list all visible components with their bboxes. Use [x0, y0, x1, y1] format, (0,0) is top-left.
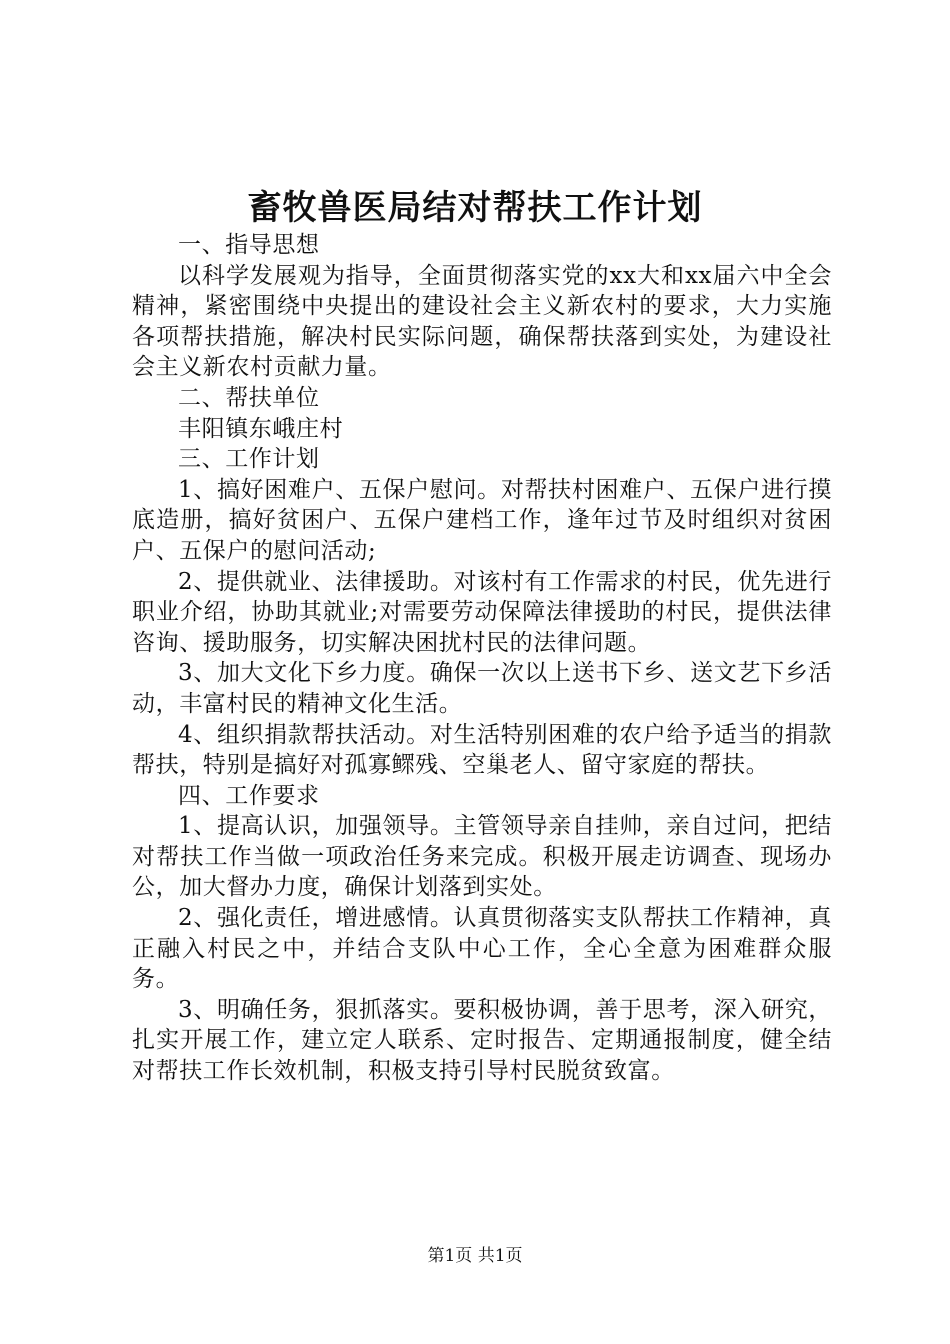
document-body: [132, 230, 832, 1087]
document-title: 畜牧兽医局结对帮扶工作计划: [247, 188, 703, 228]
section-heading-assisted-unit: 二、帮扶单位: [178, 384, 320, 411]
section-heading-work-requirements: 四、工作要求: [178, 782, 320, 809]
plan-item-2: 2、提供就业、法律援助。对该村有工作需求的村民，优先进行职业介绍，协助其就业;对需要劳动保障法律援助的村民，提供法律咨询、援助服务，切实解决困扰村民的法律问题。: [132, 568, 832, 656]
requirement-item-3: 3、明确任务，狠抓落实。要积极协调，善于思考，深入研究，扎实开展工作，建立定人联系、定时报告、定期通报制度，健全结对帮扶工作长效机制，积极支持引导村民脱贫致富。: [132, 996, 832, 1085]
plan-item-4: 4、组织捐款帮扶活动。对生活特别困难的农户给予适当的捐款帮扶，特别是搞好对孤寡鳏残、空巢老人、留守家庭的帮扶。: [132, 721, 832, 779]
plan-item-1: 1、搞好困难户、五保户慰问。对帮扶村困难户、五保户进行摸底造册，搞好贫困户、五保户建档工作，逢年过节及时组织对贫困户、五保户的慰问活动;: [132, 476, 832, 564]
section-heading-work-plan: 三、工作计划: [178, 446, 320, 473]
requirement-item-2: 2、强化责任，增进感情。认真贯彻落实支队帮扶工作精神，真正融入村民之中，并结合支队中心工作，全心全意为困难群众服务。: [132, 905, 832, 993]
page-footer: 第1页 共1页: [427, 1246, 523, 1266]
paragraph-guiding-ideology: 以科学发展观为指导，全面贯彻落实党的xx大和xx届六中全会精神，紧密围绕中央提出的建设社会主义新农村的要求，大力实施各项帮扶措施，解决村民实际问题，确保帮扶落到实处，为建设社会主义新农村贡献力量。: [132, 262, 832, 381]
requirement-item-1: 1、提高认识，加强领导。主管领导亲自挂帅，亲自过问，把结对帮扶工作当做一项政治任务来完成。积极开展走访调查、现场办公，加大督办力度，确保计划落到实处。: [132, 813, 832, 901]
section-heading-guiding-ideology: 一、指导思想: [178, 232, 320, 258]
plan-item-3: 3、加大文化下乡力度。确保一次以上送书下乡、送文艺下乡活动，丰富村民的精神文化生活。: [132, 660, 832, 717]
paragraph-assisted-unit: 丰阳镇东峨庄村: [178, 415, 344, 442]
